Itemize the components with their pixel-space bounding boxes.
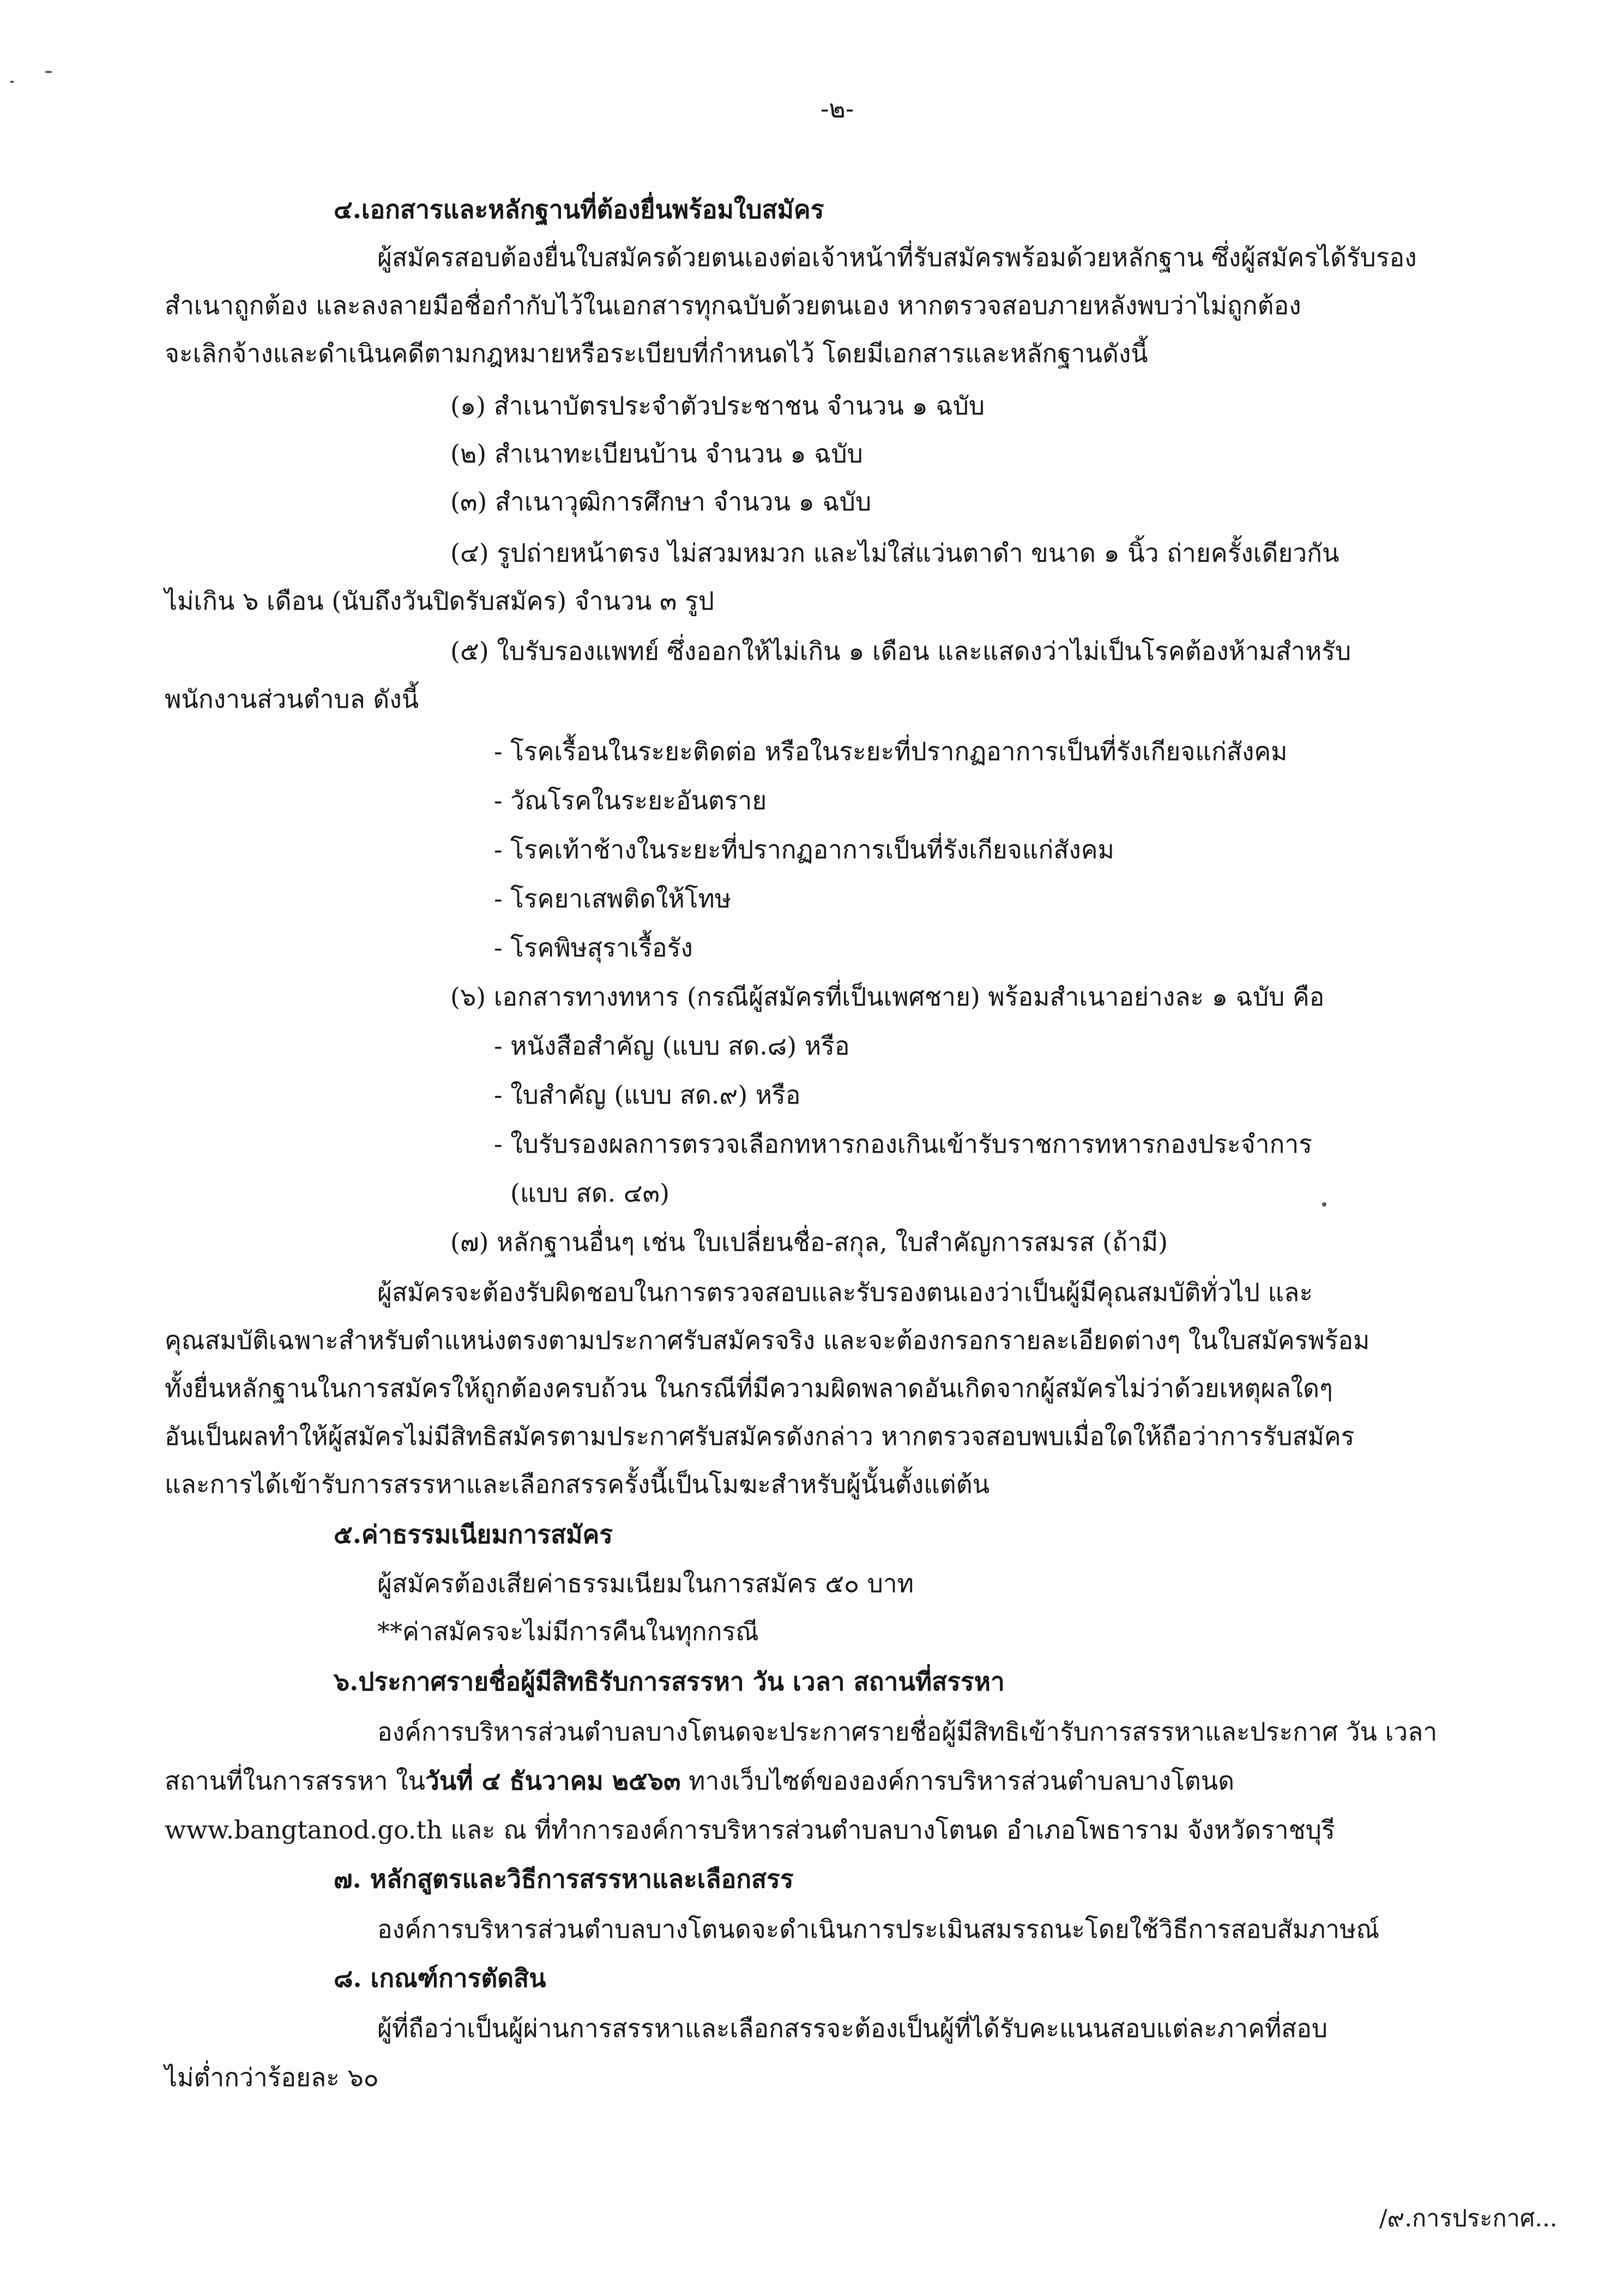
paragraph-line: ผู้สมัครต้องเสียค่าธรรมเนียมในการสมัคร ๕๐ บาท bbox=[377, 1569, 914, 1598]
section-8-heading: ๘. เกณฑ์การตัดสิน bbox=[334, 1963, 546, 1993]
announcement-website-text: ทางเว็บไซต์ขององค์การบริหารส่วนตำบลบางโตนด bbox=[680, 1766, 1235, 1795]
paragraph-line: อันเป็นผลทำให้ผู้สมัครไม่มีสิทธิสมัครตามประกาศรับสมัครดังกล่าว หากตรวจสอบพบเมื่อใดให้ถือว่าการรับสมัคร bbox=[165, 1421, 1355, 1451]
section-5-heading: ๕.ค่าธรรมเนียมการสมัคร bbox=[334, 1520, 613, 1549]
list-item: (๕) ใบรับรองแพทย์ ซึ่งออกให้ไม่เกิน ๑ เดือน และแสดงว่าไม่เป็นโรคต้องห้ามสำหรับ bbox=[450, 636, 1352, 666]
paragraph-line: www.bangtanod.go.th และ ณ ที่ทำการองค์การบริหารส่วนตำบลบางโตนด อำเภอโพธาราม จังหวัดราชบุรี bbox=[165, 1815, 1335, 1845]
disease-item: - โรคยาเสพติดให้โทษ bbox=[494, 884, 732, 913]
list-item: (๔) รูปถ่ายหน้าตรง ไม่สวมหมวก และไม่ใส่แว่นตาดำ ขนาด ๑ นิ้ว ถ่ายครั้งเดียวกัน bbox=[450, 538, 1340, 568]
paragraph-line: องค์การบริหารส่วนตำบลบางโตนดจะดำเนินการประเมินสมรรถนะโดยใช้วิธีการสอบสัมภาษณ์ bbox=[377, 1914, 1380, 1944]
note-line: **ค่าสมัครจะไม่มีการคืนในทุกกรณี bbox=[377, 1617, 759, 1646]
military-doc-item: - หนังสือสำคัญ (แบบ สด.๘) หรือ bbox=[494, 1031, 850, 1060]
continuation-footer: /๙.การประกาศ... bbox=[1379, 2205, 1558, 2232]
announcement-location-text: สถานที่ในการสรรหา ใน bbox=[165, 1766, 425, 1795]
paragraph-line: ทั้งยื่นหลักฐานในการสมัครให้ถูกต้องครบถ้วน ในกรณีที่มีความผิดพลาดอันเกิดจากผู้สมัครไม่ว่าด้วยเหตุผลใดๆ bbox=[165, 1373, 1333, 1403]
list-item: (๗) หลักฐานอื่นๆ เช่น ใบเปลี่ยนชื่อ-สกุล, ใบสำคัญการสมรส (ถ้ามี) bbox=[450, 1227, 1168, 1257]
page-number: -๒- bbox=[820, 94, 854, 123]
disease-item: - โรคเรื้อนในระยะติดต่อ หรือในระยะที่ปรากฏอาการเป็นที่รังเกียจแก่สังคม bbox=[494, 737, 1288, 766]
paragraph-line bbox=[165, 1757, 1234, 1805]
paragraph-line: ผู้ที่ถือว่าเป็นผู้ผ่านการสรรหาและเลือกสรรจะต้องเป็นผู้ที่ได้รับคะแนนสอบแต่ละภาคที่สอบ bbox=[377, 2014, 1328, 2043]
section-6-heading: ๖.ประกาศรายชื่อผู้มีสิทธิรับการสรรหา วัน เวลา สถานที่สรรหา bbox=[334, 1667, 1005, 1696]
scan-speck bbox=[45, 71, 52, 73]
paragraph-line: สำเนาถูกต้อง และลงลายมือชื่อกำกับไว้ในเอกสารทุกฉบับด้วยตนเอง หากตรวจสอบภายหลังพบว่าไม่ถูกต้อง bbox=[165, 291, 1301, 320]
list-item: (๖) เอกสารทางทหาร (กรณีผู้สมัครที่เป็นเพศชาย) พร้อมสำเนาอย่างละ ๑ ฉบับ คือ bbox=[450, 982, 1325, 1011]
disease-item: - โรคเท้าช้างในระยะที่ปรากฏอาการเป็นที่รังเกียจแก่สังคม bbox=[494, 835, 1114, 864]
paragraph-line: คุณสมบัติเฉพาะสำหรับตำแหน่งตรงตามประกาศรับสมัครจริง และจะต้องกรอกรายละเอียดต่างๆ ในใบสมัครพร้อม bbox=[165, 1325, 1370, 1355]
disease-item: - โรคพิษสุราเรื้อรัง bbox=[494, 933, 693, 962]
announcement-date: วันที่ ๔ ธันวาคม ๒๕๖๓ bbox=[425, 1766, 681, 1795]
list-item: (๑) สำเนาบัตรประจำตัวประชาชน จำนวน ๑ ฉบับ bbox=[450, 391, 985, 420]
scan-speck bbox=[1322, 1202, 1326, 1207]
military-doc-item: - ใบรับรองผลการตรวจเลือกทหารกองเกินเข้ารับราชการทหารกองประจำการ bbox=[494, 1129, 1312, 1159]
scan-speck bbox=[10, 81, 14, 83]
list-item: (๒) สำเนาทะเบียนบ้าน จำนวน ๑ ฉบับ bbox=[450, 439, 863, 468]
paragraph-line: จะเลิกจ้างและดำเนินคดีตามกฎหมายหรือระเบียบที่กำหนดไว้ โดยมีเอกสารและหลักฐานดังนี้ bbox=[165, 339, 1148, 368]
paragraph-line: ผู้สมัครสอบต้องยื่นใบสมัครด้วยตนเองต่อเจ้าหน้าที่รับสมัครพร้อมด้วยหลักฐาน ซึ่งผู้สมัครได้รับรอง bbox=[377, 243, 1417, 272]
list-item-continued: ไม่เกิน ๖ เดือน (นับถึงวันปิดรับสมัคร) จำนวน ๓ รูป bbox=[165, 586, 714, 616]
section-7-heading: ๗. หลักสูตรและวิธีการสรรหาและเลือกสรร bbox=[334, 1864, 794, 1894]
paragraph-line: ผู้สมัครจะต้องรับผิดชอบในการตรวจสอบและรับรองตนเองว่าเป็นผู้มีคุณสมบัติทั่วไป และ bbox=[377, 1277, 1313, 1307]
military-doc-item-continued: (แบบ สด. ๔๓) bbox=[510, 1178, 670, 1208]
military-doc-item: - ใบสำคัญ (แบบ สด.๙) หรือ bbox=[494, 1080, 801, 1110]
paragraph-line: ไม่ต่ำกว่าร้อยละ ๖๐ bbox=[165, 2063, 379, 2092]
paragraph-line: และการได้เข้ารับการสรรหาและเลือกสรรครั้งนี้เป็นโมฆะสำหรับผู้นั้นตั้งแต่ต้น bbox=[165, 1469, 990, 1499]
list-item: (๓) สำเนาวุฒิการศึกษา จำนวน ๑ ฉบับ bbox=[450, 487, 872, 516]
paragraph-line: องค์การบริหารส่วนตำบลบางโตนดจะประกาศรายชื่อผู้มีสิทธิเข้ารับการสรรหาและประกาศ วัน เวลา bbox=[377, 1717, 1438, 1746]
list-item-continued: พนักงานส่วนตำบล ดังนี้ bbox=[165, 684, 419, 714]
disease-item: - วัณโรคในระยะอันตราย bbox=[494, 786, 767, 815]
section-4-heading: ๔.เอกสารและหลักฐานที่ต้องยื่นพร้อมใบสมัคร bbox=[334, 195, 824, 224]
